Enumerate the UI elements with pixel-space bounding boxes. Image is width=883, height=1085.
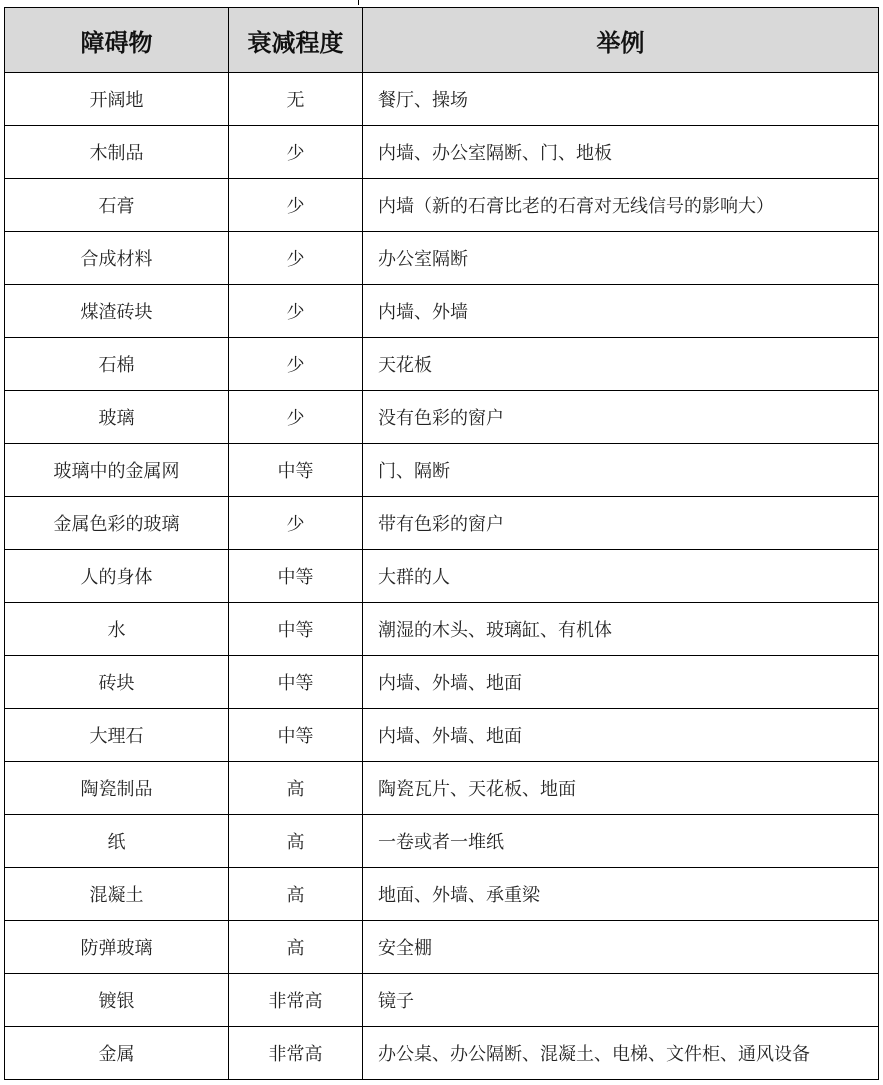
attenuation-cell: 高 [229,762,363,815]
table-row [5,391,879,444]
obstacle-cell: 人的身体 [5,550,229,603]
examples-cell: 内墙（新的石膏比老的石膏对无线信号的影响大） [363,179,879,232]
examples-cell: 镜子 [363,974,879,1027]
table-row [5,868,879,921]
table-row [5,73,879,126]
table-row [5,126,879,179]
examples-cell: 一卷或者一堆纸 [363,815,879,868]
attenuation-cell: 高 [229,868,363,921]
table-row [5,815,879,868]
header-attenuation: 衰减程度 [229,8,363,73]
examples-cell: 餐厅、操场 [363,73,879,126]
attenuation-cell: 少 [229,126,363,179]
attenuation-table [4,7,879,1080]
examples-cell: 陶瓷瓦片、天花板、地面 [363,762,879,815]
table-row [5,285,879,338]
table-header [5,8,879,73]
attenuation-cell: 少 [229,497,363,550]
examples-cell: 带有色彩的窗户 [363,497,879,550]
attenuation-cell: 少 [229,391,363,444]
attenuation-cell: 中等 [229,444,363,497]
examples-cell: 天花板 [363,338,879,391]
table-row [5,232,879,285]
attenuation-cell: 少 [229,179,363,232]
table-row [5,656,879,709]
obstacle-cell: 木制品 [5,126,229,179]
table-row [5,338,879,391]
obstacle-cell: 石棉 [5,338,229,391]
top-edge-tick [358,0,359,5]
obstacle-cell: 防弹玻璃 [5,921,229,974]
attenuation-cell: 无 [229,73,363,126]
obstacle-cell: 陶瓷制品 [5,762,229,815]
table-body [5,73,879,1080]
table-row [5,497,879,550]
obstacle-cell: 合成材料 [5,232,229,285]
examples-cell: 内墙、外墙 [363,285,879,338]
examples-cell: 内墙、办公室隔断、门、地板 [363,126,879,179]
attenuation-cell: 中等 [229,550,363,603]
obstacle-cell: 砖块 [5,656,229,709]
obstacle-cell: 混凝土 [5,868,229,921]
table-row [5,762,879,815]
examples-cell: 安全棚 [363,921,879,974]
attenuation-cell: 中等 [229,603,363,656]
table-row [5,550,879,603]
table-row [5,1027,879,1080]
table-row [5,179,879,232]
obstacle-cell: 镀银 [5,974,229,1027]
examples-cell: 内墙、外墙、地面 [363,656,879,709]
attenuation-cell: 少 [229,232,363,285]
examples-cell: 门、隔断 [363,444,879,497]
obstacle-cell: 玻璃中的金属网 [5,444,229,497]
examples-cell: 没有色彩的窗户 [363,391,879,444]
attenuation-cell: 少 [229,285,363,338]
table-row [5,444,879,497]
attenuation-cell: 高 [229,815,363,868]
header-row [5,8,879,73]
obstacle-cell: 石膏 [5,179,229,232]
obstacle-cell: 金属 [5,1027,229,1080]
examples-cell: 办公室隔断 [363,232,879,285]
attenuation-cell: 非常高 [229,1027,363,1080]
obstacle-cell: 大理石 [5,709,229,762]
examples-cell: 办公桌、办公隔断、混凝土、电梯、文件柜、通风设备 [363,1027,879,1080]
examples-cell: 大群的人 [363,550,879,603]
header-obstacle: 障碍物 [5,8,229,73]
attenuation-cell: 中等 [229,656,363,709]
attenuation-cell: 高 [229,921,363,974]
table-row [5,921,879,974]
obstacle-cell: 金属色彩的玻璃 [5,497,229,550]
obstacle-cell: 纸 [5,815,229,868]
obstacle-cell: 开阔地 [5,73,229,126]
examples-cell: 内墙、外墙、地面 [363,709,879,762]
table-row [5,603,879,656]
attenuation-cell: 非常高 [229,974,363,1027]
attenuation-cell: 少 [229,338,363,391]
attenuation-cell: 中等 [229,709,363,762]
obstacle-cell: 煤渣砖块 [5,285,229,338]
header-examples: 举例 [363,8,879,73]
table-row [5,709,879,762]
obstacle-cell: 水 [5,603,229,656]
examples-cell: 地面、外墙、承重梁 [363,868,879,921]
table-row [5,974,879,1027]
examples-cell: 潮湿的木头、玻璃缸、有机体 [363,603,879,656]
obstacle-cell: 玻璃 [5,391,229,444]
